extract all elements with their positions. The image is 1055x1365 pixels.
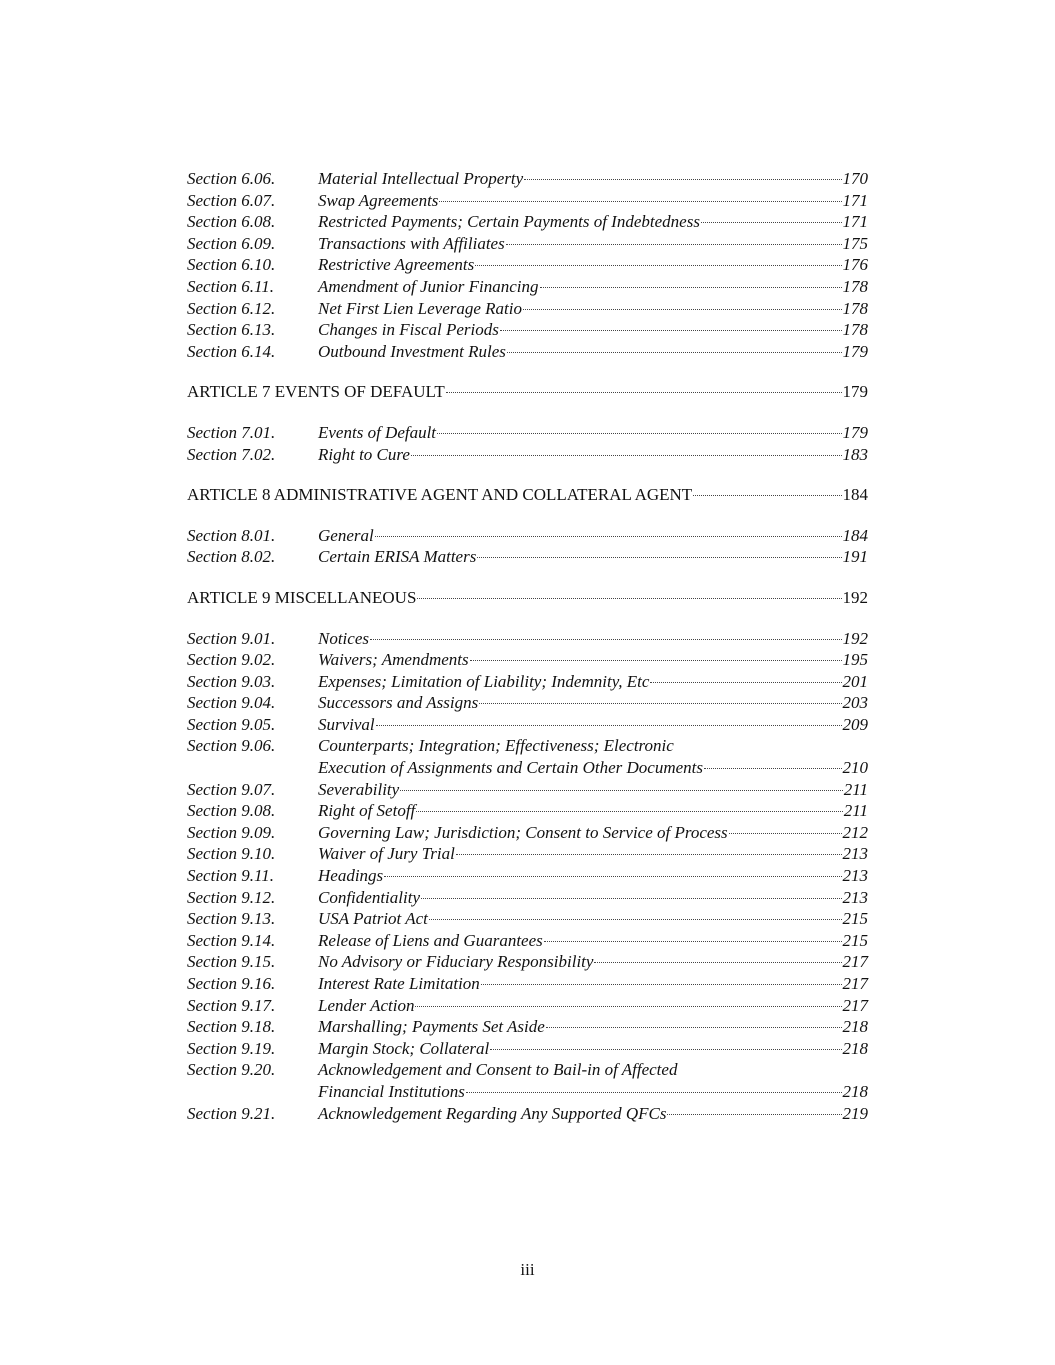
section-title-line-1: Counterparts; Integration; Effectiveness; Electronic xyxy=(318,736,674,756)
page-ref: 218 xyxy=(842,1017,868,1037)
toc-entry-6-14[interactable] xyxy=(187,341,868,363)
page-ref: 171 xyxy=(842,190,868,210)
table-of-contents xyxy=(187,168,868,1124)
page-ref: 192 xyxy=(842,628,868,648)
toc-article-9[interactable] xyxy=(187,587,868,609)
dot-leader xyxy=(376,724,842,726)
toc-entry-9-07[interactable] xyxy=(187,779,868,801)
article-title: ARTICLE 8 ADMINISTRATIVE AGENT AND COLLATERAL AGENT xyxy=(187,485,693,505)
section-title: Right of Setoff xyxy=(318,801,416,821)
dot-leader xyxy=(470,659,842,661)
page-ref: 217 xyxy=(842,974,868,993)
toc-entry-9-20[interactable] xyxy=(187,1059,868,1102)
section-number: Section 6.07. xyxy=(187,190,276,210)
section-title: Severability xyxy=(318,779,400,799)
section-title: Right to Cure xyxy=(318,444,410,464)
page-ref: 210 xyxy=(842,758,868,778)
toc-entry-9-03[interactable] xyxy=(187,671,868,693)
section-number: Section 6.09. xyxy=(187,233,276,253)
dot-leader xyxy=(524,178,841,180)
section-number: Section 9.14. xyxy=(187,930,276,950)
section-title: Transactions with Affiliates xyxy=(318,233,505,253)
page-ref: 201 xyxy=(842,671,868,691)
toc-entry-6-09[interactable] xyxy=(187,233,868,255)
section-number: Section 8.01. xyxy=(187,525,276,545)
section-number: Section 9.12. xyxy=(187,887,276,907)
section-number: Section 6.06. xyxy=(187,169,276,188)
dot-leader xyxy=(544,940,842,942)
dot-leader xyxy=(523,308,842,310)
section-number: Section 9.09. xyxy=(187,822,276,842)
toc-entry-9-09[interactable] xyxy=(187,822,868,844)
toc-entry-9-15[interactable] xyxy=(187,951,868,973)
section-title: Material Intellectual Property xyxy=(318,169,524,188)
page-ref: 219 xyxy=(842,1103,868,1123)
dot-leader xyxy=(506,243,842,245)
section-number: Section 9.21. xyxy=(187,1103,276,1123)
section-number: Section 6.14. xyxy=(187,341,276,361)
dot-leader xyxy=(546,1026,842,1028)
section-number: Section 9.01. xyxy=(187,628,276,648)
section-number: Section 9.20. xyxy=(187,1060,276,1080)
section-number: Section 9.02. xyxy=(187,650,276,670)
section-number: Section 9.16. xyxy=(187,974,276,993)
dot-leader xyxy=(701,221,842,223)
toc-entry-9-02[interactable] xyxy=(187,649,868,671)
toc-entry-9-04[interactable] xyxy=(187,692,868,714)
section-number: Section 6.10. xyxy=(187,255,276,275)
toc-entry-6-08[interactable] xyxy=(187,211,868,233)
section-number: Section 9.18. xyxy=(187,1017,276,1037)
toc-entry-9-05[interactable] xyxy=(187,714,868,736)
section-title: Waivers; Amendments xyxy=(318,650,469,670)
section-number: Section 9.08. xyxy=(187,801,276,821)
page-ref: 217 xyxy=(842,995,868,1015)
section-title: Lender Action xyxy=(318,995,415,1015)
section-title: Headings xyxy=(318,866,384,886)
dot-leader xyxy=(466,1091,842,1093)
section-title: Net First Lien Leverage Ratio xyxy=(318,298,522,318)
toc-entry-8-01[interactable] xyxy=(187,525,868,547)
section-number: Section 7.02. xyxy=(187,444,276,464)
section-number: Section 7.01. xyxy=(187,422,276,442)
toc-entry-6-10[interactable] xyxy=(187,254,868,276)
page-ref: 178 xyxy=(842,320,868,340)
page-ref: 176 xyxy=(842,255,868,275)
toc-entry-9-17[interactable] xyxy=(187,995,868,1017)
dot-leader xyxy=(400,789,843,791)
page-ref: 217 xyxy=(842,952,868,972)
page-ref: 192 xyxy=(842,587,868,607)
page-ref: 212 xyxy=(842,822,868,842)
section-title: Certain ERISA Matters xyxy=(318,547,477,567)
dot-leader xyxy=(439,200,841,202)
dot-leader xyxy=(693,494,841,496)
dot-leader xyxy=(421,897,842,899)
page-ref: 191 xyxy=(842,547,868,567)
section-title: Changes in Fiscal Periods xyxy=(318,320,499,340)
dot-leader xyxy=(375,535,842,537)
section-number: Section 9.10. xyxy=(187,844,276,864)
toc-entry-9-16[interactable] xyxy=(187,973,868,995)
dot-leader xyxy=(481,983,842,985)
toc-entry-9-14[interactable] xyxy=(187,930,868,952)
page-ref: 171 xyxy=(842,212,868,232)
toc-entry-8-02[interactable] xyxy=(187,546,868,568)
section-number: Section 9.19. xyxy=(187,1038,276,1058)
section-title: Outbound Investment Rules xyxy=(318,341,506,361)
section-title: Confidentiality xyxy=(318,887,420,907)
dot-leader xyxy=(704,767,842,769)
toc-entry-6-11[interactable] xyxy=(187,276,868,298)
section-number: Section 8.02. xyxy=(187,547,276,567)
section-title-line-1: Acknowledgement and Consent to Bail-in of Affected xyxy=(318,1060,678,1080)
toc-entry-9-06[interactable] xyxy=(187,735,868,778)
toc-entry-7-02[interactable] xyxy=(187,444,868,466)
section-number: Section 9.17. xyxy=(187,995,276,1015)
page-number: iii xyxy=(520,1260,535,1279)
page-ref: 178 xyxy=(842,276,868,296)
toc-article-7[interactable] xyxy=(187,381,868,403)
dot-leader xyxy=(437,432,841,434)
page-ref: 215 xyxy=(842,909,868,929)
dot-leader xyxy=(490,1048,841,1050)
section-title: Restricted Payments; Certain Payments of Indebtedness xyxy=(318,212,700,232)
page-ref: 211 xyxy=(843,779,868,799)
page-ref: 184 xyxy=(842,525,868,545)
dot-leader xyxy=(370,638,842,640)
section-number: Section 9.03. xyxy=(187,671,276,691)
section-number: Section 6.08. xyxy=(187,212,276,232)
section-title: Swap Agreements xyxy=(318,190,439,210)
section-title: General xyxy=(318,525,374,545)
dot-leader xyxy=(429,918,842,920)
page-ref: 175 xyxy=(842,233,868,253)
section-number: Section 9.13. xyxy=(187,909,276,929)
dot-leader xyxy=(477,556,841,558)
toc-entry-6-13[interactable] xyxy=(187,319,868,341)
dot-leader xyxy=(415,1005,841,1007)
toc-entry-9-11[interactable] xyxy=(187,865,868,887)
toc-entry-7-01[interactable] xyxy=(187,422,868,444)
toc-entry-9-13[interactable] xyxy=(187,908,868,930)
page-ref: 179 xyxy=(842,341,868,361)
section-number: Section 6.12. xyxy=(187,298,276,318)
page-ref: 179 xyxy=(842,422,868,442)
dot-leader xyxy=(540,286,842,288)
article-title: ARTICLE 7 EVENTS OF DEFAULT xyxy=(187,382,445,402)
dot-leader xyxy=(667,1113,841,1115)
page-ref: 183 xyxy=(842,444,868,464)
page-ref: 184 xyxy=(842,485,868,505)
page-ref: 218 xyxy=(842,1038,868,1058)
toc-entry-9-10[interactable] xyxy=(187,843,868,865)
page-ref: 170 xyxy=(842,169,868,188)
page-ref: 203 xyxy=(842,693,868,713)
section-number: Section 9.07. xyxy=(187,779,276,799)
section-title: Marshalling; Payments Set Aside xyxy=(318,1017,545,1037)
page-ref: 213 xyxy=(842,887,868,907)
dot-leader xyxy=(729,832,842,834)
article-title: ARTICLE 9 MISCELLANEOUS xyxy=(187,587,417,607)
dot-leader xyxy=(411,454,842,456)
page-ref: 213 xyxy=(842,866,868,886)
section-number: Section 6.11. xyxy=(187,276,275,296)
section-title: Events of Default xyxy=(318,422,437,442)
section-title: USA Patriot Act xyxy=(318,909,428,929)
section-title: Amendment of Junior Financing xyxy=(318,276,539,296)
page-ref: 209 xyxy=(842,714,868,734)
section-title: Survival xyxy=(318,714,375,734)
toc-entry-9-01[interactable] xyxy=(187,628,868,650)
toc-entry-6-07[interactable] xyxy=(187,190,868,212)
section-title: Governing Law; Jurisdiction; Consent to Service of Process xyxy=(318,822,728,842)
dot-leader xyxy=(500,329,842,331)
page-ref: 179 xyxy=(842,382,868,402)
toc-entry-9-18[interactable] xyxy=(187,1016,868,1038)
section-title: Release of Liens and Guarantees xyxy=(318,930,543,950)
page-ref: 195 xyxy=(842,650,868,670)
dot-leader xyxy=(475,264,841,266)
page-ref: 218 xyxy=(842,1081,868,1101)
toc-entry-9-21[interactable] xyxy=(187,1103,868,1125)
dot-leader xyxy=(416,810,842,812)
section-title: Expenses; Limitation of Liability; Indemnity, Etc xyxy=(318,671,650,691)
page-ref: 211 xyxy=(843,801,868,821)
dot-leader xyxy=(417,597,841,599)
section-title: Margin Stock; Collateral xyxy=(318,1038,490,1058)
section-title: Acknowledgement Regarding Any Supported QFCs xyxy=(318,1103,667,1123)
section-number: Section 9.05. xyxy=(187,714,276,734)
section-title: Waiver of Jury Trial xyxy=(318,844,455,864)
section-number: Section 9.15. xyxy=(187,952,276,972)
dot-leader xyxy=(650,681,841,683)
dot-leader xyxy=(594,961,841,963)
section-title: Interest Rate Limitation xyxy=(318,974,480,993)
toc-entry-9-08[interactable] xyxy=(187,800,868,822)
page-ref: 178 xyxy=(842,298,868,318)
section-title: Restrictive Agreements xyxy=(318,255,475,275)
section-number: Section 6.13. xyxy=(187,320,276,340)
dot-leader xyxy=(384,875,841,877)
section-title: No Advisory or Fiduciary Responsibility xyxy=(318,952,594,972)
toc-article-8[interactable] xyxy=(187,484,868,506)
section-title: Successors and Assigns xyxy=(318,693,479,713)
toc-entry-9-12[interactable] xyxy=(187,887,868,909)
toc-entry-9-19[interactable] xyxy=(187,1038,868,1060)
section-title: Notices xyxy=(318,628,369,648)
dot-leader xyxy=(479,702,841,704)
dot-leader xyxy=(446,391,842,393)
dot-leader xyxy=(456,853,842,855)
toc-entry-6-12[interactable] xyxy=(187,298,868,320)
page-ref: 213 xyxy=(842,844,868,864)
section-title-line-2: Execution of Assignments and Certain Other Documents xyxy=(318,758,703,778)
dot-leader xyxy=(507,351,842,353)
page-ref: 215 xyxy=(842,930,868,950)
section-number: Section 9.04. xyxy=(187,693,276,713)
section-number: Section 9.06. xyxy=(187,736,276,756)
section-number: Section 9.11. xyxy=(187,866,275,886)
section-title-line-2: Financial Institutions xyxy=(318,1081,465,1101)
toc-entry-6-06[interactable] xyxy=(187,168,868,190)
